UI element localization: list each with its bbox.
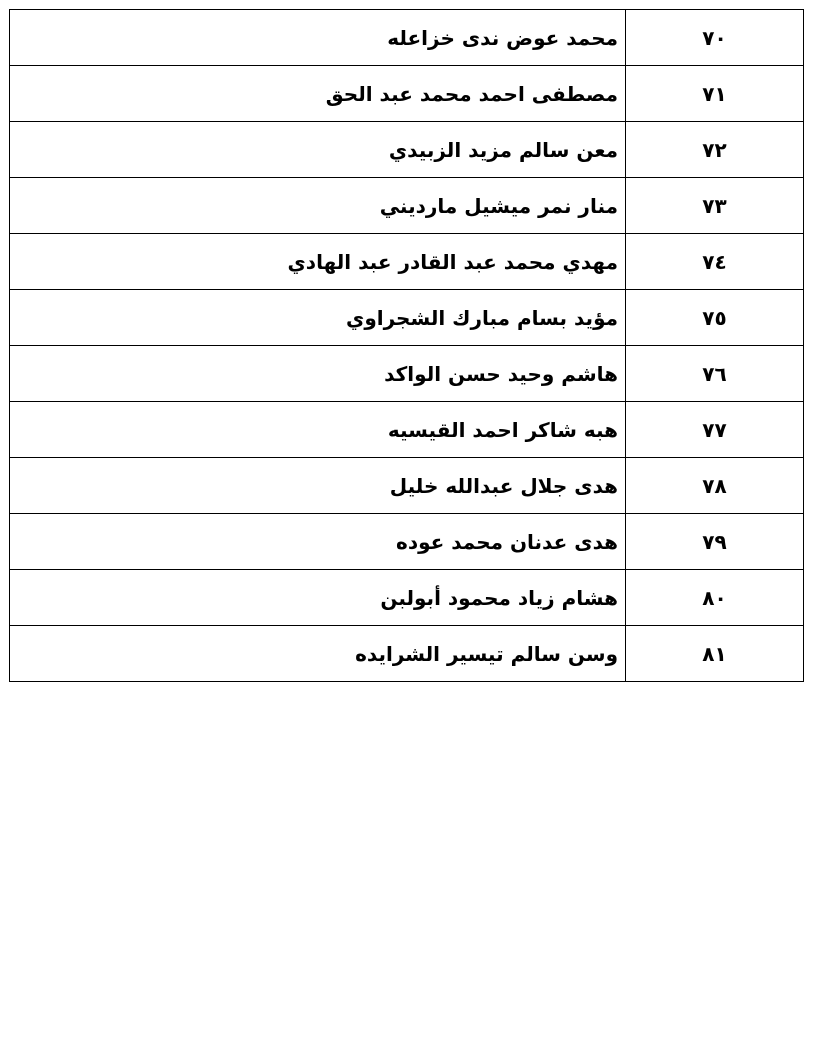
row-name: هبه شاكر احمد القيسيه xyxy=(10,402,626,458)
row-number: ٧٦ xyxy=(626,346,804,402)
row-number: ٧٢ xyxy=(626,122,804,178)
table-row xyxy=(10,10,804,66)
row-name: معن سالم مزيد الزبيدي xyxy=(10,122,626,178)
row-name: هدى جلال عبدالله خليل xyxy=(10,458,626,514)
row-number: ٧٩ xyxy=(626,514,804,570)
row-number: ٧٠ xyxy=(626,10,804,66)
row-number: ٧٥ xyxy=(626,290,804,346)
row-number: ٧٤ xyxy=(626,234,804,290)
row-name: هاشم وحيد حسن الواكد xyxy=(10,346,626,402)
row-name: هدى عدنان محمد عوده xyxy=(10,514,626,570)
names-table xyxy=(9,9,804,682)
row-number: ٧٣ xyxy=(626,178,804,234)
row-name: محمد عوض ندى خزاعله xyxy=(10,10,626,66)
row-number: ٨٠ xyxy=(626,570,804,626)
table-row xyxy=(10,66,804,122)
table-row xyxy=(10,234,804,290)
table-row xyxy=(10,626,804,682)
table-row xyxy=(10,458,804,514)
table-row xyxy=(10,570,804,626)
row-name: وسن سالم تيسير الشرايده xyxy=(10,626,626,682)
row-number: ٧٧ xyxy=(626,402,804,458)
row-name: مصطفى احمد محمد عبد الحق xyxy=(10,66,626,122)
row-number: ٧١ xyxy=(626,66,804,122)
row-name: مهدي محمد عبد القادر عبد الهادي xyxy=(10,234,626,290)
names-table-body xyxy=(10,10,804,682)
row-number: ٧٨ xyxy=(626,458,804,514)
table-row xyxy=(10,514,804,570)
row-name: مؤيد بسام مبارك الشجراوي xyxy=(10,290,626,346)
table-row xyxy=(10,402,804,458)
table-row xyxy=(10,346,804,402)
table-row xyxy=(10,290,804,346)
table-row xyxy=(10,178,804,234)
row-number: ٨١ xyxy=(626,626,804,682)
row-name: هشام زياد محمود أبولبن xyxy=(10,570,626,626)
table-row xyxy=(10,122,804,178)
row-name: منار نمر ميشيل مارديني xyxy=(10,178,626,234)
